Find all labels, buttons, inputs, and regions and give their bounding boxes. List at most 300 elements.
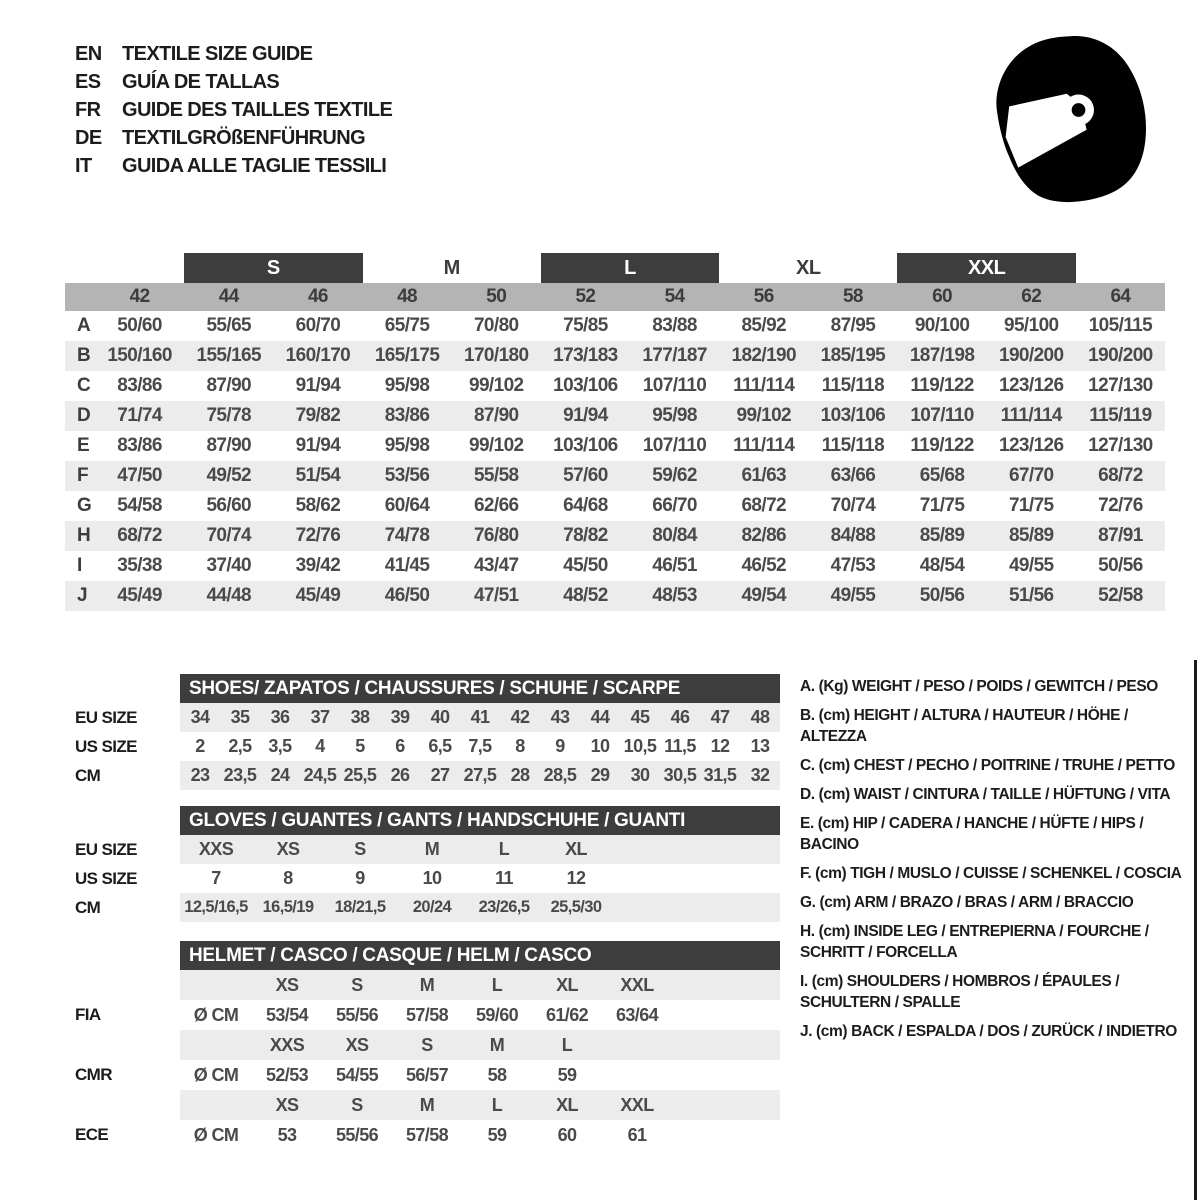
size-header-cell: 64 [1110,286,1131,307]
size-cell: 55/65 [206,315,252,336]
racing-helmet-icon [975,26,1155,212]
helmet-size-cell: L [561,1035,573,1055]
size-cell: 64/68 [563,495,608,516]
shoe-size-cell: 27,5 [463,765,497,785]
size-cell: 119/122 [910,435,974,456]
helmet-value-cell: 59 [557,1065,577,1085]
size-table-row [65,311,1165,341]
glove-size-cell: M [424,839,440,859]
helmet-table [180,941,780,1150]
size-cell: 173/183 [553,345,618,366]
language-code: FR [75,98,101,121]
size-cell: 47/51 [473,585,519,606]
legend-item: F. (cm) TIGH / MUSLO / CUISSE / SCHENKEL / COSCIA [800,865,1182,882]
size-cell: 87/90 [473,405,519,426]
legend-item: C. (cm) CHEST / PECHO / POITRINE / TRUHE / PETTO [800,757,1175,774]
empty-cell [180,1090,252,1120]
shoes-table [180,674,780,790]
size-cell: 50/56 [1098,555,1143,576]
size-cell: 58/62 [295,495,341,516]
shoe-size-cell: 34 [190,707,210,727]
helmet-size-cell: XL [556,1095,578,1115]
shoe-size-cell: 13 [750,736,770,756]
size-cell: 70/74 [206,525,252,546]
size-cell: 99/102 [468,435,524,456]
glove-size-cell: 11 [495,868,513,888]
size-cell: 103/106 [553,435,618,456]
size-cell: 47/53 [830,555,876,576]
size-cell: 71/75 [1008,495,1054,516]
glove-size-cell: S [354,839,366,859]
size-header-cell: 58 [842,286,863,307]
size-cell: 37/40 [206,555,252,576]
size-cell: 49/54 [741,585,787,606]
helmet-value-row [180,1120,780,1150]
row-letter: C [77,375,91,396]
helmet-size-cell: XS [345,1035,369,1055]
row-label: EU SIZE [75,708,137,727]
shoe-size-cell: 36 [270,707,290,727]
size-cell: 71/75 [919,495,965,516]
size-cell: 68/72 [741,495,787,516]
glove-size-cell: 9 [355,868,365,888]
size-cell: 87/90 [206,435,252,456]
size-cell: 72/76 [295,525,341,546]
size-cell: 65/68 [919,465,965,486]
size-cell: 111/114 [733,435,795,456]
shoe-size-cell: 43 [550,707,570,727]
size-cell: 99/102 [736,405,791,426]
legend-item: G. (cm) ARM / BRAZO / BRAS / ARM / BRACCIO [800,894,1134,911]
helmet-value-cell: 56/57 [405,1065,449,1085]
size-header-cell: 42 [129,286,150,307]
measurement-legend [800,676,1192,1050]
language-row [75,40,392,68]
shoe-size-cell: 29 [590,765,610,785]
shoe-size-cell: 23,5 [223,765,257,785]
helmet-value-cell: 52/53 [265,1065,309,1085]
glove-size-cell: 12,5/16,5 [184,898,248,916]
shoe-size-cell: 27 [430,765,450,785]
shoe-size-cell: 35 [230,707,250,727]
language-row [75,152,392,180]
shoe-size-cell: 42 [510,707,530,727]
helmet-size-cell: S [421,1035,433,1055]
shoe-size-cell: 25,5 [343,765,377,785]
size-header-cell: 44 [218,286,239,307]
size-cell: 59/62 [652,465,697,486]
size-table-row [65,431,1165,461]
helmet-section [75,941,780,1150]
size-cell: 107/110 [910,405,974,426]
size-cell: 68/72 [117,525,162,546]
shoe-size-cell: 32 [750,765,770,785]
helmet-size-row [180,970,780,1000]
helmet-size-cell: M [419,975,435,995]
size-cell: 48/53 [652,585,697,606]
helmet-size-cell: XXS [269,1035,305,1055]
language-code: DE [75,126,102,149]
size-header-cell: 52 [575,286,596,307]
gloves-us-row [180,864,780,893]
size-table-row [65,551,1165,581]
textile-size-table [65,253,1165,611]
size-group-bar-s: S [184,253,362,283]
shoe-size-cell: 30,5 [663,765,697,785]
glove-size-cell: 23/26,5 [478,898,530,916]
shoe-size-cell: 39 [390,707,410,727]
shoes-cm-row [180,761,780,790]
gloves-section [75,806,780,922]
size-cell: 46/51 [652,555,697,576]
shoe-size-cell: 23 [190,765,210,785]
helmet-size-cell: XS [275,975,299,995]
size-cell: 83/88 [652,315,697,336]
shoe-size-cell: 10,5 [623,736,657,756]
size-cell: 190/200 [999,345,1064,366]
size-cell: 67/70 [1008,465,1054,486]
row-label: US SIZE [75,869,137,888]
size-cell: 48/54 [919,555,965,576]
size-cell: 127/130 [1088,375,1153,396]
section-header: SHOES/ ZAPATOS / CHAUSSURES / SCHUHE / SCARPE [180,674,780,703]
size-cell: 68/72 [1098,465,1143,486]
shoe-size-cell: 11,5 [664,736,696,756]
size-cell: 51/56 [1008,585,1054,606]
shoe-size-cell: 45 [630,707,650,727]
helmet-size-cell: S [351,1095,363,1115]
size-cell: 46/50 [384,585,430,606]
size-cell: 80/84 [652,525,697,546]
size-cell: 177/187 [642,345,707,366]
size-cell: 83/86 [117,435,162,456]
glove-size-cell: 8 [283,868,293,888]
size-group-label-xl: XL [796,257,821,279]
gloves-table [180,806,780,922]
size-cell: 70/74 [830,495,876,516]
size-cell: 91/94 [295,435,341,456]
size-number-band [65,283,1165,311]
glove-size-cell: XXS [198,839,234,859]
size-cell: 61/63 [741,465,787,486]
glove-size-cell: L [498,839,510,859]
helmet-value-cell: 57/58 [405,1005,449,1025]
language-code: EN [75,42,102,65]
shoe-size-cell: 44 [590,707,610,727]
size-cell: 103/106 [820,405,886,426]
size-cell: 57/60 [563,465,608,486]
shoe-size-cell: 40 [430,707,450,727]
row-label: EU SIZE [75,840,137,859]
shoe-size-cell: 24 [270,765,290,785]
helmet-value-cell: 55/56 [335,1005,379,1025]
size-cell: 95/98 [384,435,430,456]
size-cell: 62/66 [473,495,519,516]
size-cell: 47/50 [117,465,162,486]
legend-item: E. (cm) HIP / CADERA / HANCHE / HÜFTE / HIPS / BACINO [800,815,1144,853]
size-cell: 165/175 [374,345,440,366]
size-cell: 160/170 [285,345,351,366]
size-cell: 39/42 [295,555,341,576]
language-label: GUIDE DES TAILLES TEXTILE [122,98,393,121]
size-cell: 115/118 [821,375,885,396]
helmet-size-row [180,1090,780,1120]
helmet-size-cell: XS [275,1095,299,1115]
shoe-size-cell: 47 [710,707,730,727]
shoes-row-labels [75,674,180,790]
shoe-size-cell: 28,5 [543,765,577,785]
legend-item: H. (cm) INSIDE LEG / ENTREPIERNA / FOURCHE / SCHRITT / FORCELLA [800,923,1149,961]
shoe-size-cell: 24,5 [303,765,337,785]
gloves-cm-row [180,893,780,922]
shoe-size-cell: 7,5 [468,736,492,756]
shoe-size-cell: 2,5 [228,736,252,756]
size-cell: 119/122 [910,375,974,396]
size-cell: 91/94 [563,405,608,426]
size-header-cell: 62 [1021,286,1042,307]
size-cell: 45/49 [117,585,162,606]
section-header: HELMET / CASCO / CASQUE / HELM / CASCO [180,941,780,970]
shoe-size-cell: 6,5 [428,736,452,756]
size-table-row [65,581,1165,611]
size-cell: 91/94 [295,375,341,396]
size-cell: 70/80 [473,315,519,336]
language-row [75,68,392,96]
size-table-row [65,371,1165,401]
size-cell: 50/56 [919,585,965,606]
row-letter: E [77,435,90,456]
size-cell: 49/55 [1008,555,1054,576]
shoe-size-cell: 3,5 [268,736,292,756]
size-cell: 53/56 [384,465,430,486]
shoe-size-cell: 31,5 [703,765,737,785]
helmet-size-cell [602,1030,672,1060]
glove-size-cell: XS [276,839,300,859]
size-cell: 55/58 [473,465,519,486]
size-cell: 123/126 [999,375,1064,396]
shoe-size-cell: 28 [510,765,530,785]
glove-size-cell: 10 [422,868,442,888]
shoe-size-cell: 6 [395,736,405,756]
shoe-size-cell: 10 [590,736,610,756]
legend-item: B. (cm) HEIGHT / ALTURA / HAUTEUR / HÖHE / ALTEZZA [800,707,1128,745]
helmet-size-cell: L [491,975,503,995]
size-cell: 185/195 [820,345,886,366]
size-cell: 190/200 [1088,345,1153,366]
size-cell: 111/114 [733,375,795,396]
shoe-size-cell: 48 [750,707,770,727]
size-cell: 43/47 [473,555,519,576]
size-cell: 75/85 [563,315,608,336]
shoes-section [75,674,780,790]
size-cell: 45/49 [295,585,341,606]
size-cell: 72/76 [1098,495,1143,516]
empty-cell [65,283,95,311]
row-label: ECE [75,1125,109,1144]
helmet-value-cell: 55/56 [335,1125,379,1145]
glove-size-cell: 20/24 [412,898,452,916]
helmet-size-cell: XXL [620,975,654,995]
shoes-us-row [180,732,780,761]
size-cell: 95/98 [652,405,697,426]
glove-size-cell: XL [565,839,587,859]
size-cell: 66/70 [652,495,697,516]
shoe-size-cell: 46 [670,707,690,727]
language-row [75,124,392,152]
size-cell: 35/38 [117,555,162,576]
helmet-size-cell: XL [556,975,578,995]
size-cell: 107/110 [642,375,707,396]
glove-size-cell: 16,5/19 [262,898,314,916]
size-cell: 48/52 [563,585,608,606]
size-cell: 60/70 [295,315,341,336]
legend-item: A. (Kg) WEIGHT / PESO / POIDS / GEWITCH / PESO [800,678,1158,695]
row-letter: B [77,345,91,366]
diameter-unit-cell: Ø CM [193,1065,239,1085]
helmet-value-cell: 58 [487,1065,507,1085]
row-letter: H [77,525,91,546]
size-cell: 87/95 [830,315,876,336]
size-header-cell: 50 [486,286,507,307]
size-cell: 76/80 [473,525,519,546]
language-label: GUIDA ALLE TAGLIE TESSILI [122,154,387,177]
size-cell: 51/54 [295,465,341,486]
glove-size-cell: 25,5/30 [550,898,602,916]
language-code: ES [75,70,101,93]
helmet-value-row [180,1000,780,1030]
gloves-row-labels [75,806,180,922]
size-cell: 87/90 [206,375,252,396]
size-cell: 170/180 [464,345,529,366]
size-cell: 182/190 [731,345,796,366]
helmet-size-cell: S [351,975,363,995]
size-table-row [65,491,1165,521]
size-cell: 95/100 [1003,315,1059,336]
glove-size-cell: 18/21,5 [334,898,386,916]
right-crop-border [1194,660,1197,1200]
row-letter: A [77,315,91,336]
shoe-size-cell: 12 [710,736,730,756]
size-cell: 87/91 [1098,525,1143,546]
shoe-size-cell: 41 [470,707,490,727]
row-label: CMR [75,1065,112,1084]
size-group-bar-l: L [541,253,719,283]
size-cell: 127/130 [1088,435,1153,456]
size-cell: 65/75 [384,315,430,336]
size-cell: 105/115 [1088,315,1153,336]
row-letter: G [77,495,92,516]
helmet-value-cell: 53 [277,1125,297,1145]
shoe-size-cell: 9 [555,736,565,756]
language-row [75,96,392,124]
size-cell: 84/88 [830,525,876,546]
size-cell: 41/45 [384,555,430,576]
size-group-label-m: M [443,257,460,279]
size-cell: 99/102 [468,375,524,396]
size-cell: 115/118 [821,435,885,456]
helmet-value-cell: 53/54 [265,1005,309,1025]
helmet-size-cell: M [419,1095,435,1115]
language-label: TEXTILE SIZE GUIDE [122,42,313,65]
size-table-row [65,341,1165,371]
size-cell: 79/82 [295,405,341,426]
size-cell: 82/86 [741,525,787,546]
size-cell: 85/92 [741,315,787,336]
helmet-value-cell: 57/58 [405,1125,449,1145]
size-header-cell: 54 [664,286,685,307]
language-label: GUÍA DE TALLAS [122,70,280,93]
diameter-unit-cell: Ø CM [193,1125,239,1145]
glove-size-cell: 12 [566,868,586,888]
size-cell: 155/165 [196,345,261,366]
helmet-value-cell: 61/62 [545,1005,589,1025]
row-letter: I [77,555,83,576]
size-table-row [65,401,1165,431]
size-cell: 187/198 [909,345,975,366]
empty-cell [180,1030,252,1060]
shoe-size-cell: 4 [315,736,325,756]
shoe-size-cell: 38 [350,707,370,727]
helmet-value-cell: 59/60 [475,1005,519,1025]
row-letter: J [77,585,88,606]
row-label: FIA [75,1005,101,1024]
size-table-row [65,521,1165,551]
size-cell: 46/52 [741,555,787,576]
row-label: US SIZE [75,737,137,756]
legend-item: I. (cm) SHOULDERS / HOMBROS / ÉPAULES / SCHULTERN / SPALLE [800,973,1120,1011]
language-code: IT [75,154,92,177]
language-label: TEXTILGRÖßENFÜHRUNG [122,126,366,149]
helmet-size-cell: XXL [620,1095,654,1115]
legend-item: J. (cm) BACK / ESPALDA / DOS / ZURÜCK / INDIETRO [800,1023,1177,1040]
helmet-size-row [180,1030,780,1060]
size-cell: 90/100 [914,315,970,336]
row-letter: D [77,405,91,426]
row-label: CM [75,766,101,785]
size-cell: 85/89 [1008,525,1054,546]
size-cell: 45/50 [563,555,608,576]
gloves-eu-row [180,835,780,864]
helmet-size-cell: L [491,1095,503,1115]
shoe-size-cell: 8 [515,736,525,756]
helmet-value-cell: 59 [487,1125,507,1145]
shoes-eu-row [180,703,780,732]
size-cell: 60/64 [384,495,430,516]
size-cell: 56/60 [206,495,252,516]
shoe-size-cell: 26 [390,765,410,785]
language-list [75,40,392,180]
shoe-size-cell: 37 [310,707,330,727]
size-header-cell: 46 [307,286,328,307]
size-cell: 103/106 [553,375,618,396]
size-cell: 95/98 [384,375,430,396]
helmet-value-row [180,1060,780,1090]
size-table-row [65,461,1165,491]
size-cell: 83/86 [384,405,430,426]
size-header-cell: 48 [397,286,418,307]
size-cell: 75/78 [206,405,252,426]
size-header-cell: 56 [753,286,774,307]
section-header: GLOVES / GUANTES / GANTS / HANDSCHUHE / GUANTI [180,806,780,835]
helmet-row-labels [75,941,180,1150]
size-cell: 115/119 [1089,405,1152,426]
size-cell: 63/66 [830,465,876,486]
shoe-size-cell: 2 [195,736,205,756]
size-cell: 83/86 [117,375,162,396]
helmet-value-cell: 60 [557,1125,577,1145]
helmet-size-cell: M [489,1035,505,1055]
size-cell: 54/58 [117,495,162,516]
